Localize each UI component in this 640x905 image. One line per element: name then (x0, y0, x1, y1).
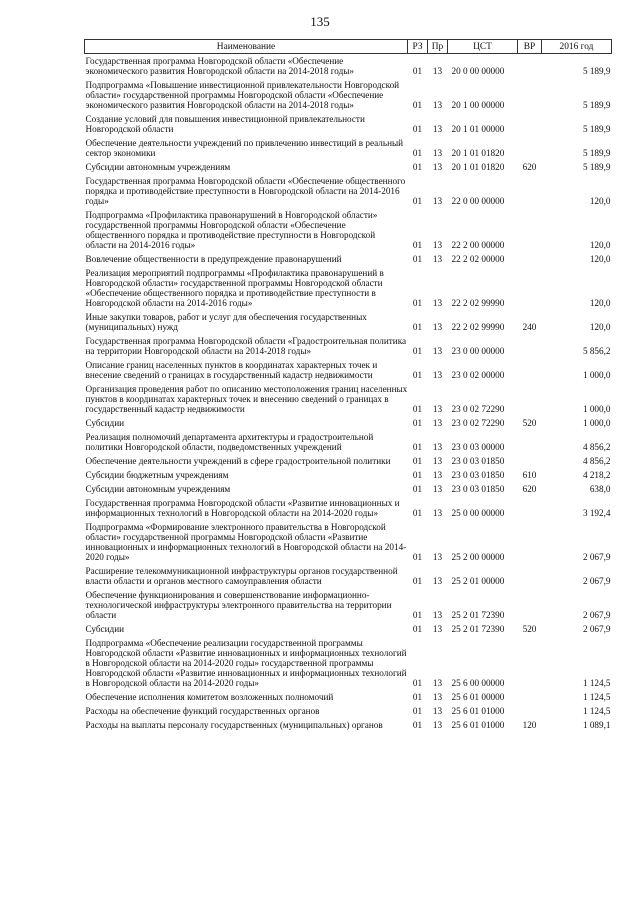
cell-name: Обеспечение функционирования и совершенствование информационно-технологической инфраструктуры электронного правительства на территории области (85, 590, 392, 620)
cell-cst: 22 2 02 99990 (451, 322, 505, 332)
cell-name: Субсидии автономным учреждениям (85, 162, 231, 172)
cell-vr: 520 (522, 624, 537, 634)
table-row (85, 334, 612, 358)
cell-cst: 23 0 02 72290 (451, 418, 505, 428)
cell-pr: 13 (432, 552, 443, 562)
table-row (85, 310, 612, 334)
cell-vr (518, 564, 542, 588)
cell-cst: 25 6 01 01000 (451, 706, 505, 716)
cell-amount: 1 000,0 (582, 418, 611, 428)
cell-name: Описание границ населенных пунктов в координатах характерных точек и внесение сведений о границах в государственный кадастр недвижимости (85, 360, 378, 380)
cell-vr (518, 112, 542, 136)
cell-pr: 13 (432, 706, 443, 716)
cell-cst: 25 2 01 72390 (451, 624, 505, 634)
table-row (85, 416, 612, 430)
cell-rz: 01 (412, 442, 423, 452)
table-row (85, 588, 612, 622)
cell-cst: 25 2 00 00000 (451, 552, 505, 562)
cell-pr: 13 (432, 66, 443, 76)
cell-rz: 01 (412, 254, 423, 264)
cell-cst: 20 0 00 00000 (451, 66, 505, 76)
cell-rz: 01 (412, 508, 423, 518)
cell-name: Подпрограмма «Профилактика правонарушений в Новгородской области» государственной программы Новгородской области «Обеспечение общественного порядка и противодействие преступности в Новгородской области на 2014-2016 годы» (85, 210, 378, 250)
column-header-year: 2016 год (542, 40, 612, 54)
cell-amount: 120,0 (589, 240, 611, 250)
column-header-name: Наименование (85, 40, 408, 54)
cell-vr (518, 588, 542, 622)
cell-vr (518, 136, 542, 160)
table-row (85, 174, 612, 208)
cell-pr: 13 (432, 196, 443, 206)
column-header-pr: Пр (428, 40, 448, 54)
cell-vr (518, 496, 542, 520)
cell-vr (518, 252, 542, 266)
table-row (85, 358, 612, 382)
cell-rz: 01 (412, 322, 423, 332)
cell-pr: 13 (432, 508, 443, 518)
page-number: 135 (310, 14, 330, 29)
cell-cst: 22 0 00 00000 (451, 196, 505, 206)
cell-name: Вовлечение общественности в предупреждение правонарушений (85, 254, 342, 264)
column-header-cst: ЦСТ (448, 40, 518, 54)
cell-vr: 620 (522, 162, 537, 172)
cell-vr (518, 334, 542, 358)
cell-pr: 13 (432, 442, 443, 452)
cell-vr: 240 (522, 322, 537, 332)
cell-rz: 01 (412, 240, 423, 250)
cell-name: Субсидии бюджетным учреждениям (85, 470, 229, 480)
table-row (85, 468, 612, 482)
cell-vr (518, 382, 542, 416)
cell-pr: 13 (432, 370, 443, 380)
cell-amount: 1 000,0 (582, 404, 611, 414)
table-row (85, 430, 612, 454)
cell-rz: 01 (412, 576, 423, 586)
cell-pr: 13 (432, 692, 443, 702)
cell-name: Государственная программа Новгородской области «Развитие инновационных и информационных технологий в Новгородской области на 2014-2020 годы» (85, 498, 400, 518)
cell-pr: 13 (432, 404, 443, 414)
cell-pr: 13 (432, 720, 443, 730)
cell-pr: 13 (432, 346, 443, 356)
table-row (85, 208, 612, 252)
cell-cst: 25 6 00 00000 (451, 678, 505, 688)
cell-name: Обеспечение деятельности учреждений в сфере градостроительной политики (85, 456, 391, 466)
cell-pr: 13 (432, 254, 443, 264)
cell-rz: 01 (412, 418, 423, 428)
cell-name: Обеспечение исполнения комитетом возложенных полномочий (85, 692, 334, 702)
cell-pr: 13 (432, 298, 443, 308)
cell-cst: 22 2 02 99990 (451, 298, 505, 308)
cell-pr: 13 (432, 124, 443, 134)
cell-amount: 5 189,9 (582, 124, 611, 134)
table-row (85, 520, 612, 564)
table-row (85, 690, 612, 704)
table-row (85, 54, 612, 79)
table-row (85, 482, 612, 496)
cell-name: Подпрограмма «Обеспечение реализации государственной программы Новгородской области «Развитие инновационных и информационных технологий в Новгородской области на 2014-2020 годы» государственной программы Новгородской области «Развитие инновационных и информационных технологий в Новгородской области на 2014-2020 годы» (85, 638, 407, 688)
cell-rz: 01 (412, 100, 423, 110)
table-row (85, 622, 612, 636)
cell-rz: 01 (412, 484, 423, 494)
cell-pr: 13 (432, 610, 443, 620)
table-row (85, 252, 612, 266)
cell-rz: 01 (412, 346, 423, 356)
cell-amount: 5 189,9 (582, 66, 611, 76)
cell-pr: 13 (432, 576, 443, 586)
cell-cst: 25 2 01 00000 (451, 576, 505, 586)
cell-vr: 120 (522, 720, 537, 730)
cell-amount: 2 067,9 (582, 552, 611, 562)
cell-pr: 13 (432, 240, 443, 250)
cell-cst: 23 0 03 00000 (451, 442, 505, 452)
cell-vr (518, 704, 542, 718)
cell-amount: 1 124,5 (582, 692, 611, 702)
cell-vr (518, 454, 542, 468)
table-row (85, 496, 612, 520)
cell-cst: 20 1 01 01820 (451, 162, 505, 172)
cell-pr: 13 (432, 470, 443, 480)
cell-rz: 01 (412, 706, 423, 716)
cell-pr: 13 (432, 456, 443, 466)
cell-cst: 20 1 01 01820 (451, 148, 505, 158)
table-row (85, 636, 612, 690)
cell-cst: 23 0 02 72290 (451, 404, 505, 414)
cell-rz: 01 (412, 196, 423, 206)
cell-cst: 22 2 00 00000 (451, 240, 505, 250)
cell-name: Обеспечение деятельности учреждений по привлечению инвестиций в реальный сектор экономики (85, 138, 404, 158)
cell-amount: 2 067,9 (582, 610, 611, 620)
cell-amount: 5 189,9 (582, 162, 611, 172)
cell-amount: 120,0 (589, 298, 611, 308)
cell-vr: 610 (522, 470, 537, 480)
cell-vr (518, 266, 542, 310)
cell-name: Государственная программа Новгородской области «Обеспечение общественного порядка и противодействие преступности в Новгородской области на 2014-2016 годы» (85, 176, 406, 206)
cell-cst: 25 6 01 00000 (451, 692, 505, 702)
cell-rz: 01 (412, 692, 423, 702)
cell-name: Создание условий для повышения инвестиционной привлекательности Новгородской области (85, 114, 365, 134)
cell-name: Подпрограмма «Формирование электронного правительства в Новгородской области» государственной программы Новгородской области «Развитие инновационных и информационных технологий в Новгородской области на 2014-2020 годы» (85, 522, 407, 562)
table-row (85, 454, 612, 468)
cell-amount: 5 189,9 (582, 148, 611, 158)
cell-vr (518, 208, 542, 252)
cell-rz: 01 (412, 148, 423, 158)
cell-cst: 20 1 00 00000 (451, 100, 505, 110)
cell-rz: 01 (412, 552, 423, 562)
cell-rz: 01 (412, 66, 423, 76)
budget-table (84, 39, 612, 732)
cell-pr: 13 (432, 322, 443, 332)
table-row (85, 704, 612, 718)
cell-cst: 23 0 02 00000 (451, 370, 505, 380)
table-row (85, 564, 612, 588)
cell-amount: 5 856,2 (582, 346, 611, 356)
table-row (85, 382, 612, 416)
cell-name: Государственная программа Новгородской области «Градостроительная политика на территории Новгородской области на 2014-2018 годы» (85, 336, 407, 356)
cell-amount: 4 856,2 (582, 456, 611, 466)
cell-amount: 2 067,9 (582, 624, 611, 634)
cell-rz: 01 (412, 678, 423, 688)
cell-amount: 3 192,4 (582, 508, 611, 518)
cell-vr: 520 (522, 418, 537, 428)
cell-name: Расходы на обеспечение функций государственных органов (85, 706, 320, 716)
cell-name: Подпрограмма «Повышение инвестиционной привлекательности Новгородской области» государственной программы Новгородской области «Обеспечение экономического развития Новгородской области на 2014-2018 годы» (85, 80, 400, 110)
cell-pr: 13 (432, 100, 443, 110)
cell-name: Субсидии (85, 624, 125, 634)
cell-name: Расширение телекоммуникационной инфраструктуры органов государственной власти области и органов местного самоуправления области (85, 566, 398, 586)
cell-name: Реализация мероприятий подпрограммы «Профилактика правонарушений в Новгородской области» государственной программы Новгородской области «Обеспечение общественного порядка и противодействие преступности в Новгородской области на 2014-2016 годы» (85, 268, 384, 308)
table-row (85, 718, 612, 732)
cell-cst: 25 6 01 01000 (451, 720, 505, 730)
cell-amount: 4 856,2 (582, 442, 611, 452)
cell-amount: 4 218,2 (582, 470, 611, 480)
cell-cst: 22 2 02 00000 (451, 254, 505, 264)
cell-vr (518, 520, 542, 564)
cell-amount: 120,0 (589, 254, 611, 264)
cell-pr: 13 (432, 148, 443, 158)
cell-vr (518, 690, 542, 704)
cell-amount: 5 189,9 (582, 100, 611, 110)
cell-amount: 638,0 (589, 484, 611, 494)
cell-name: Иные закупки товаров, работ и услуг для обеспечения государственных (муниципальных) нужд (85, 312, 367, 332)
table-body (85, 54, 612, 733)
cell-vr (518, 430, 542, 454)
table-row (85, 112, 612, 136)
cell-cst: 23 0 03 01850 (451, 484, 505, 494)
cell-cst: 23 0 03 01850 (451, 456, 505, 466)
table-header-row (85, 40, 612, 54)
cell-name: Расходы на выплаты персоналу государственных (муниципальных) органов (85, 720, 383, 730)
cell-vr (518, 78, 542, 112)
cell-amount: 1 089,1 (582, 720, 611, 730)
cell-amount: 2 067,9 (582, 576, 611, 586)
cell-vr (518, 636, 542, 690)
cell-amount: 1 124,5 (582, 678, 611, 688)
cell-vr (518, 174, 542, 208)
cell-vr: 620 (522, 484, 537, 494)
table-row (85, 160, 612, 174)
cell-amount: 1 124,5 (582, 706, 611, 716)
cell-name: Субсидии автономным учреждениям (85, 484, 231, 494)
cell-rz: 01 (412, 456, 423, 466)
cell-vr (518, 358, 542, 382)
cell-rz: 01 (412, 624, 423, 634)
cell-cst: 25 0 00 00000 (451, 508, 505, 518)
table-row (85, 136, 612, 160)
cell-rz: 01 (412, 720, 423, 730)
cell-rz: 01 (412, 470, 423, 480)
cell-cst: 25 2 01 72390 (451, 610, 505, 620)
cell-pr: 13 (432, 162, 443, 172)
table-row (85, 266, 612, 310)
cell-name: Государственная программа Новгородской области «Обеспечение экономического развития Новгородской области на 2014-2018 годы» (85, 56, 355, 76)
cell-rz: 01 (412, 298, 423, 308)
column-header-rz: РЗ (408, 40, 428, 54)
cell-pr: 13 (432, 678, 443, 688)
cell-cst: 23 0 00 00000 (451, 346, 505, 356)
cell-name: Организация проведения работ по описанию местоположения границ населенных пунктов в координатах характерных точек и внесению сведений о границах в государственный кадастр недвижимости (85, 384, 408, 414)
table-row (85, 78, 612, 112)
cell-amount: 120,0 (589, 322, 611, 332)
cell-name: Реализация полномочий департамента архитектуры и градостроительной политики Новгородской области, подведомственных учреждений (85, 432, 374, 452)
cell-amount: 1 000,0 (582, 370, 611, 380)
cell-name: Субсидии (85, 418, 125, 428)
cell-amount: 120,0 (589, 196, 611, 206)
cell-rz: 01 (412, 370, 423, 380)
cell-rz: 01 (412, 610, 423, 620)
cell-rz: 01 (412, 162, 423, 172)
cell-cst: 20 1 01 00000 (451, 124, 505, 134)
cell-cst: 23 0 03 01850 (451, 470, 505, 480)
cell-rz: 01 (412, 404, 423, 414)
cell-rz: 01 (412, 124, 423, 134)
cell-pr: 13 (432, 624, 443, 634)
column-header-vr: ВР (518, 40, 542, 54)
cell-pr: 13 (432, 484, 443, 494)
cell-vr (518, 54, 542, 79)
cell-pr: 13 (432, 418, 443, 428)
